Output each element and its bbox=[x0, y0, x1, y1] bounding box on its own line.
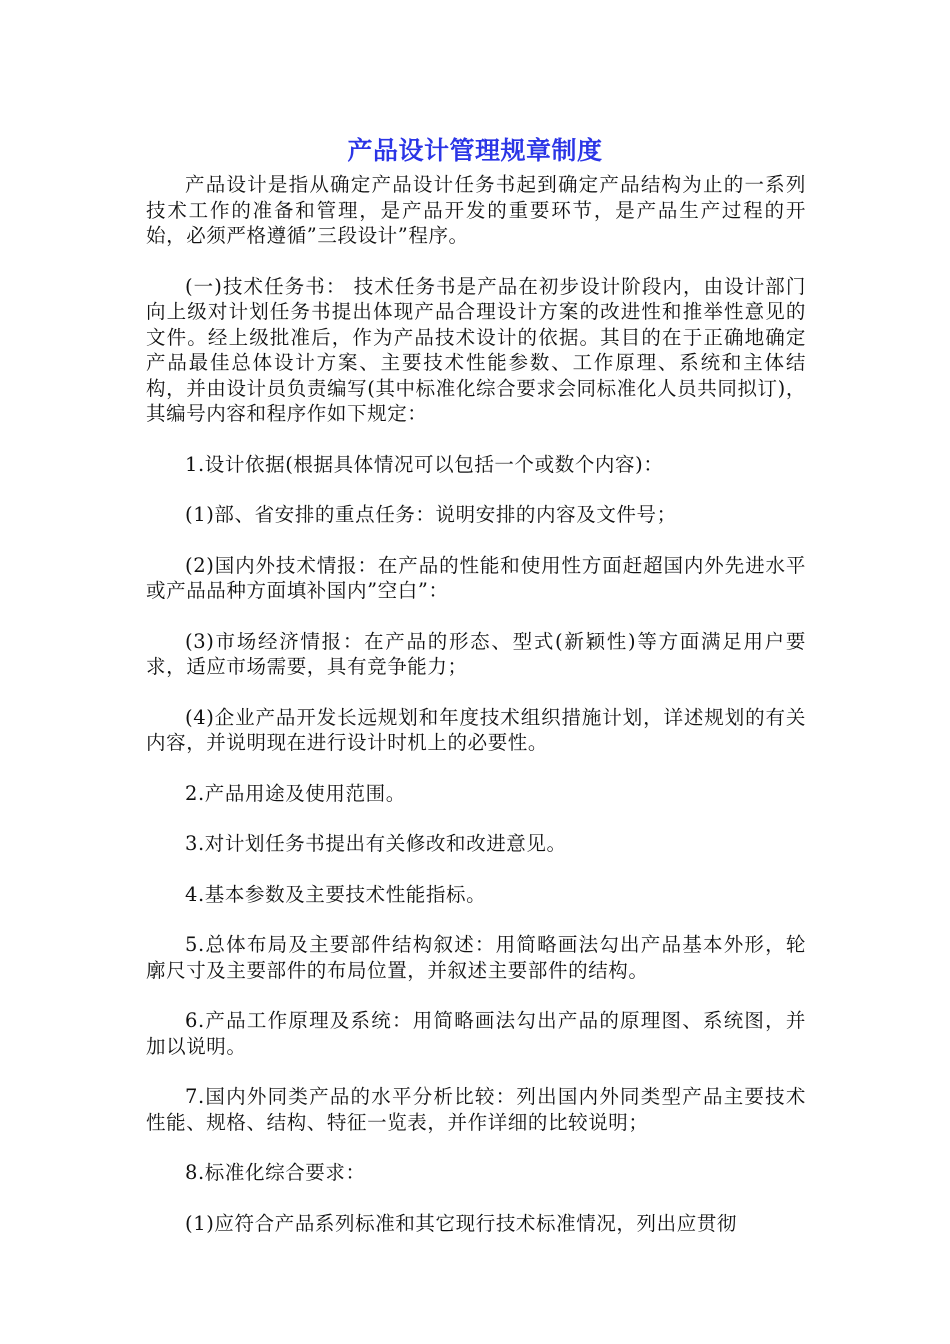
paragraph-item-2: 2.产品用途及使用范围。 bbox=[185, 781, 406, 805]
paragraph-basis-item-1: (1)部、省安排的重点任务：说明安排的内容及文件号； bbox=[185, 503, 677, 526]
paragraph-item-3: 3.对计划任务书提出有关修改和改进意见。 bbox=[185, 832, 567, 855]
paragraph-technical-task-book: (一)技术任务书： 技术任务书是产品在初步设计阶段内，由设计部门向上级对计划任务书提出体现产品合理设计方案的改进性和推举性意见的文件。经上级批准后，作为产品技术设计的依据。其目的在于正确地确定产品最佳总体设计方案、主要技术性能参数、工作原理、系统和主体结构，并由设计员负责编写(其中标准化综合要求会同标准化人员共同拟订)，其编号内容和程序作如下规定： bbox=[146, 274, 806, 425]
paragraph-item-6: 6.产品工作原理及系统：用简略画法勾出产品的原理图、系统图，并加以说明。 bbox=[146, 1009, 806, 1058]
paragraph-item-8: 8.标准化综合要求： bbox=[185, 1161, 366, 1184]
paragraph-basis-item-3: (3)市场经济情报：在产品的形态、型式(新颖性)等方面满足用户要求，适应市场需要，具有竞争能力； bbox=[146, 629, 806, 678]
paragraph-item-7: 7.国内外同类产品的水平分析比较：列出国内外同类型产品主要技术性能、规格、结构、特征一览表，并作详细的比较说明； bbox=[146, 1085, 806, 1134]
paragraph-basis-item-4: (4)企业产品开发长远规划和年度技术组织措施计划，详述规划的有关内容，并说明现在进行设计时机上的必要性。 bbox=[146, 705, 806, 754]
paragraph-intro: 产品设计是指从确定产品设计任务书起到确定产品结构为止的一系列技术工作的准备和管理，是产品开发的重要环节，是产品生产过程的开始，必须严格遵循”三段设计”程序。 bbox=[146, 173, 806, 247]
paragraph-basis-item-2: (2)国内外技术情报：在产品的性能和使用性方面赶超国内外先进水平或产品品种方面填补国内”空白”： bbox=[146, 553, 806, 602]
paragraph-design-basis: 1.设计依据(根据具体情况可以包括一个或数个内容)： bbox=[185, 452, 664, 476]
document-title: 产品设计管理规章制度 bbox=[347, 136, 603, 165]
paragraph-item-4: 4.基本参数及主要技术性能指标。 bbox=[185, 882, 487, 906]
paragraph-item-8-1: (1)应符合产品系列标准和其它现行技术标准情况，列出应贯彻 bbox=[185, 1211, 738, 1235]
document-body bbox=[146, 172, 806, 1236]
paragraph-item-5: 5.总体布局及主要部件结构叙述：用简略画法勾出产品基本外形，轮廓尺寸及主要部件的布局位置，并叙述主要部件的结构。 bbox=[146, 933, 806, 982]
